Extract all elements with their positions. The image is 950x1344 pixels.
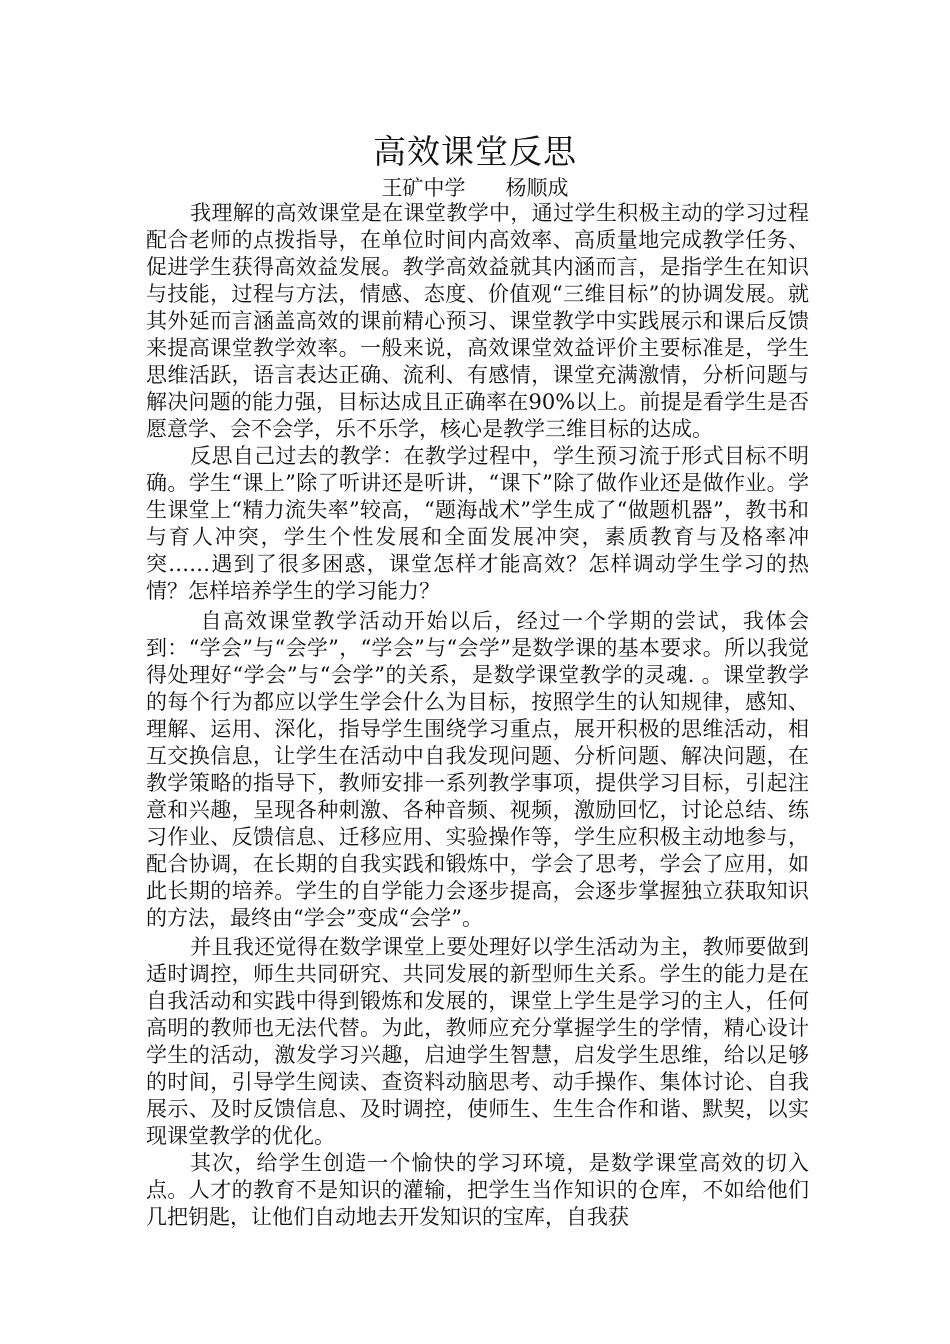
paragraph-5: 其次，给学生创造一个愉快的学习环境，是数学课堂高效的切入点。人才的教育不是知识的灌输，把学生当作知识的仓库，不如给他们几把钥匙，让他们自动地去开发知识的宝库，自我获 [146, 1151, 809, 1229]
paragraph-2: 反思自己过去的教学：在教学过程中，学生预习流于形式目标不明确。学生“课上”除了听讲还是听讲，“课下”除了做作业还是做作业。学生课堂上“精力流失率”较高，“题海战术”学生成了“做题机器”，教书和与育人冲突，学生个性发展和全面发展冲突，素质教育与及格率冲突……遇到了很多困惑，课堂怎样才能高效？怎样调动学生学习的热情？怎样培养学生的学习能力？ [146, 444, 809, 603]
author-school: 王矿中学 [381, 176, 466, 200]
author-name: 杨顺成 [505, 176, 569, 200]
paragraph-1: 我理解的高效课堂是在课堂教学中，通过学生积极主动的学习过程配合老师的点拨指导，在单位时间内高效率、高质量地完成教学任务、促进学生获得高效益发展。教学高效益就其内涵而言，是指学生在知识与技能，过程与方法，情感、态度、价值观“三维目标”的协调发展。就其外延而言涵盖高效的课前精心预习、课堂教学中实践展示和课后反馈来提高课堂教学效率。一般来说，高效课堂效益评价主要标准是，学生思维活跃，语言表达正确、流利、有感情，课堂充满激情，分析问题与解决问题的能力强，目标达成且正确率在90%以上。前提是看学生是否愿意学、会不会学，乐不乐学，核心是教学三维目标的达成。 [146, 201, 809, 441]
document-title: 高效课堂反思 [373, 132, 577, 171]
author-line [0, 174, 950, 202]
paragraph-4: 并且我还觉得在数学课堂上要处理好以学生活动为主，教师要做到适时调控，师生共同研究、共同发展的新型师生关系。学生的能力是在自我活动和实践中得到锻炼和发展的，课堂上学生是学习的主人，任何高明的教师也无法代替。为此，教师应充分掌握学生的学情，精心设计学生的活动，激发学习兴趣，启迪学生智慧，启发学生思维，给以足够的时间，引导学生阅读、查资料动脑思考、动手操作、集体讨论、自我展示、及时反馈信息、及时调控，使师生、生生合作和谐、默契，以实现课堂教学的优化。 [146, 935, 809, 1148]
paragraph-3: 自高效课堂教学活动开始以后，经过一个学期的尝试，我体会到：“学会”与“会学”，“学会”与“会学”是数学课的基本要求。所以我觉得处理好“学会”与“会学”的关系，是数学课堂教学的灵魂. 。课堂教学的每个行为都应以学生学会什么为目标，按照学生的认知规律，感知、理解、运用、深化，指导学生围绕学习重点，展开积极的思维活动，相互交换信息，让学生在活动中自我发现问题、分析问题、解决问题，在教学策略的指导下，教师安排一系列教学事项，提供学习目标，引起注意和兴趣，呈现各种刺激、各种音频、视频，激励回忆，讨论总结、练习作业、反馈信息、迁移应用、实验操作等，学生应积极主动地参与，配合协调，在长期的自我实践和锻炼中，学会了思考，学会了应用，如此长期的培养。学生的自学能力会逐步提高，会逐步掌握独立获取知识的方法，最终由“学会”变成“会学”。 [146, 609, 809, 930]
document-body [146, 200, 809, 1231]
